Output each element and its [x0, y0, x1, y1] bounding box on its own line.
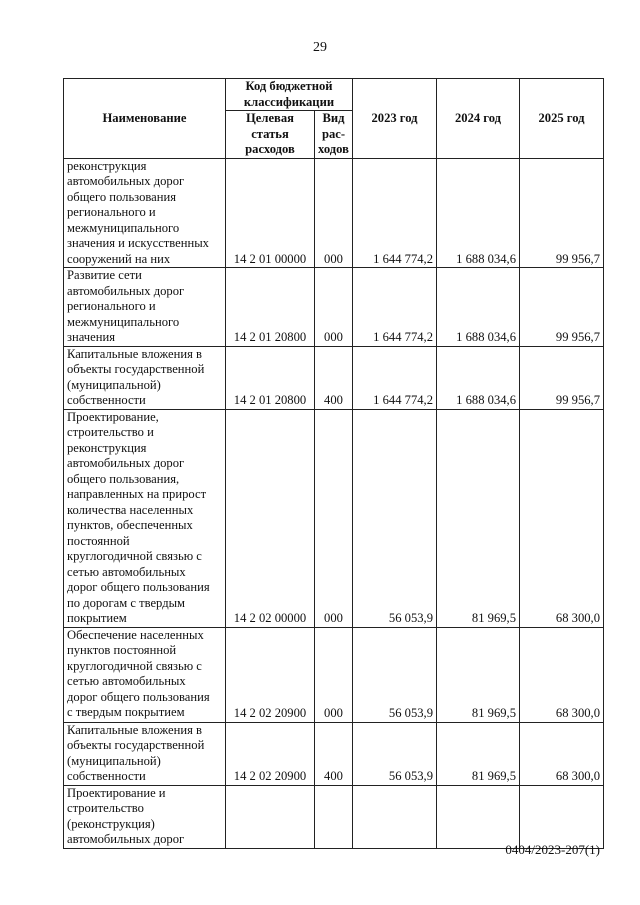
row-value-2023: 1 644 774,2: [353, 268, 437, 347]
row-name: Обеспечение населенных пунктов постоянной круглогодичной связью с сетью автомобильных дорог общего пользования с твердым покрытием: [64, 627, 226, 722]
row-value-2025: 99 956,7: [520, 158, 604, 268]
row-value-2025: 99 956,7: [520, 268, 604, 347]
table-row: [64, 158, 604, 268]
row-value-2024: 1 688 034,6: [437, 346, 520, 409]
header-kbk: Код бюджетной классификации: [226, 79, 353, 111]
row-target-code: 14 2 01 20800: [226, 346, 315, 409]
row-value-2024: 81 969,5: [437, 627, 520, 722]
row-target-code: 14 2 01 20800: [226, 268, 315, 347]
row-target-code: 14 2 02 00000: [226, 409, 315, 627]
document-number: 0404/2023-207(1): [505, 842, 600, 857]
row-value-2023: 1 644 774,2: [353, 346, 437, 409]
row-expense-type: 000: [315, 268, 353, 347]
row-value-2023: 1 644 774,2: [353, 158, 437, 268]
row-expense-type: [315, 785, 353, 848]
table-row: [64, 722, 604, 785]
page-number: 29: [313, 40, 327, 55]
row-value-2023: 56 053,9: [353, 722, 437, 785]
header-name: Наименование: [64, 79, 226, 159]
row-name: Капитальные вложения в объекты государственной (муниципальной) собственности: [64, 722, 226, 785]
row-target-code: 14 2 02 20900: [226, 722, 315, 785]
row-value-2024: 81 969,5: [437, 409, 520, 627]
row-value-2025: 68 300,0: [520, 722, 604, 785]
row-name: Развитие сети автомобильных дорог регионального и межмуниципального значения: [64, 268, 226, 347]
row-name: Проектирование и строительство (реконструкция) автомобильных дорог: [64, 785, 226, 848]
row-value-2023: [353, 785, 437, 848]
row-value-2024: [437, 785, 520, 848]
header-2025: 2025 год: [520, 79, 604, 159]
header-expense-type: Вид рас-ходов: [315, 111, 353, 159]
row-name: Проектирование, строительство и реконструкция автомобильных дорог общего пользования, направленных на прирост количества населенных пунктов, обеспеченных постоянной круглогодичной связью с сетью автомобильных дорог общего пользования по дорогам с твердым покрытием: [64, 409, 226, 627]
row-expense-type: 000: [315, 409, 353, 627]
header-2024: 2024 год: [437, 79, 520, 159]
header-2023: 2023 год: [353, 79, 437, 159]
row-value-2023: 56 053,9: [353, 409, 437, 627]
row-value-2023: 56 053,9: [353, 627, 437, 722]
row-value-2025: 68 300,0: [520, 627, 604, 722]
row-target-code: 14 2 01 00000: [226, 158, 315, 268]
row-expense-type: 400: [315, 722, 353, 785]
row-value-2025: 99 956,7: [520, 346, 604, 409]
row-value-2024: 1 688 034,6: [437, 268, 520, 347]
row-value-2025: 68 300,0: [520, 409, 604, 627]
row-value-2024: 81 969,5: [437, 722, 520, 785]
row-name: Капитальные вложения в объекты государственной (муниципальной) собственности: [64, 346, 226, 409]
row-expense-type: 000: [315, 627, 353, 722]
header-target-article: Целевая статья расходов: [226, 111, 315, 159]
table-row: [64, 346, 604, 409]
table-row: [64, 268, 604, 347]
table-row: [64, 785, 604, 848]
row-value-2025: [520, 785, 604, 848]
table-row: [64, 627, 604, 722]
row-target-code: 14 2 02 20900: [226, 627, 315, 722]
row-name: реконструкция автомобильных дорог общего пользования регионального и межмуниципального значения и искусственных сооружений на них: [64, 158, 226, 268]
row-value-2024: 1 688 034,6: [437, 158, 520, 268]
row-expense-type: 400: [315, 346, 353, 409]
row-target-code: [226, 785, 315, 848]
budget-table: [63, 78, 604, 849]
row-expense-type: 000: [315, 158, 353, 268]
table-row: [64, 409, 604, 627]
